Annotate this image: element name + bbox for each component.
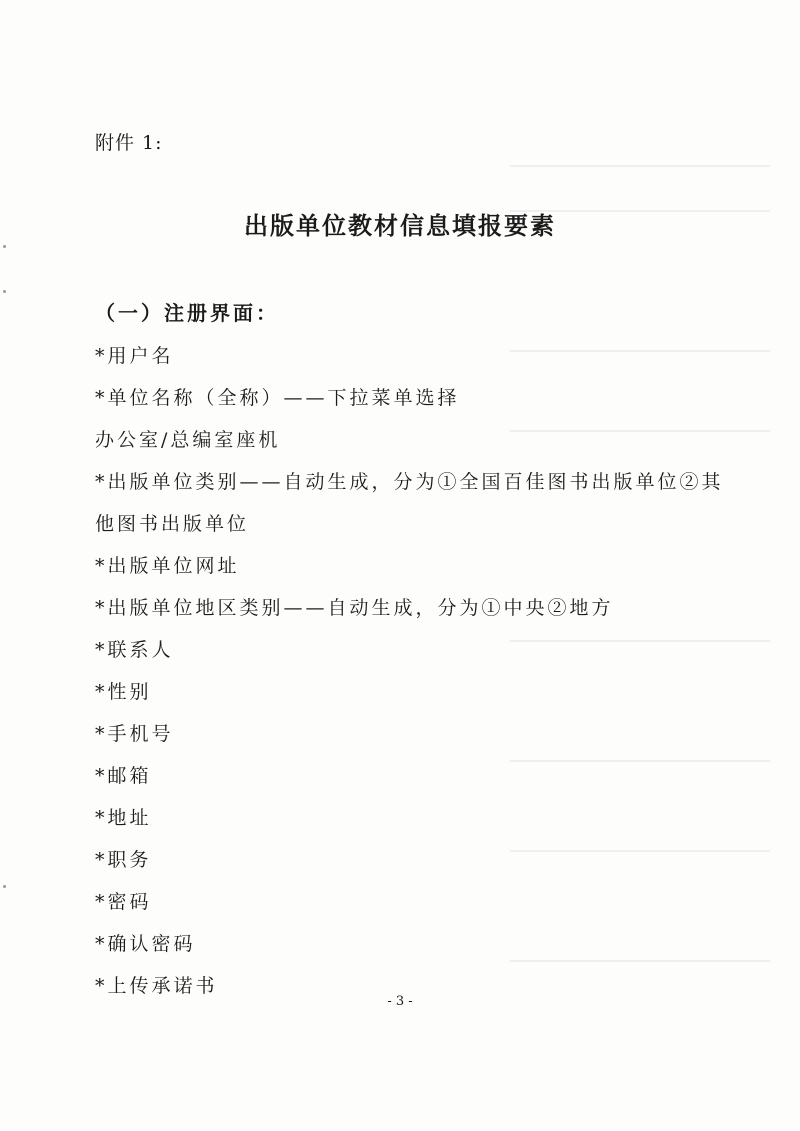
field-item: *手机号 <box>95 723 174 745</box>
field-item: *性别 <box>95 681 152 703</box>
scan-speck <box>3 290 6 293</box>
document-title: 出版单位教材信息填报要素 <box>244 212 556 240</box>
field-item: *职务 <box>95 849 152 871</box>
field-item: 他图书出版单位 <box>95 513 250 535</box>
field-item: *上传承诺书 <box>95 975 218 997</box>
section-heading: （一）注册界面： <box>95 301 279 325</box>
field-item: 办公室/总编室座机 <box>95 429 281 451</box>
field-item: *地址 <box>95 807 152 829</box>
scan-speck <box>3 245 6 248</box>
page-number: - 3 - <box>387 994 413 1009</box>
field-item: *用户名 <box>95 345 174 367</box>
field-item: *出版单位类别——自动生成，分为①全国百佳图书出版单位②其 <box>95 471 724 493</box>
field-item: *邮箱 <box>95 765 152 787</box>
field-item: *出版单位地区类别——自动生成，分为①中央②地方 <box>95 597 614 619</box>
field-list <box>95 335 724 1007</box>
attachment-label: 附件 1: <box>95 132 163 154</box>
field-item: *单位名称（全称）——下拉菜单选择 <box>95 387 460 409</box>
field-item: *密码 <box>95 891 152 913</box>
field-item: *确认密码 <box>95 933 196 955</box>
bleed-through-line <box>510 165 770 167</box>
field-item: *出版单位网址 <box>95 555 240 577</box>
scan-speck <box>3 885 6 888</box>
field-item: *联系人 <box>95 639 174 661</box>
